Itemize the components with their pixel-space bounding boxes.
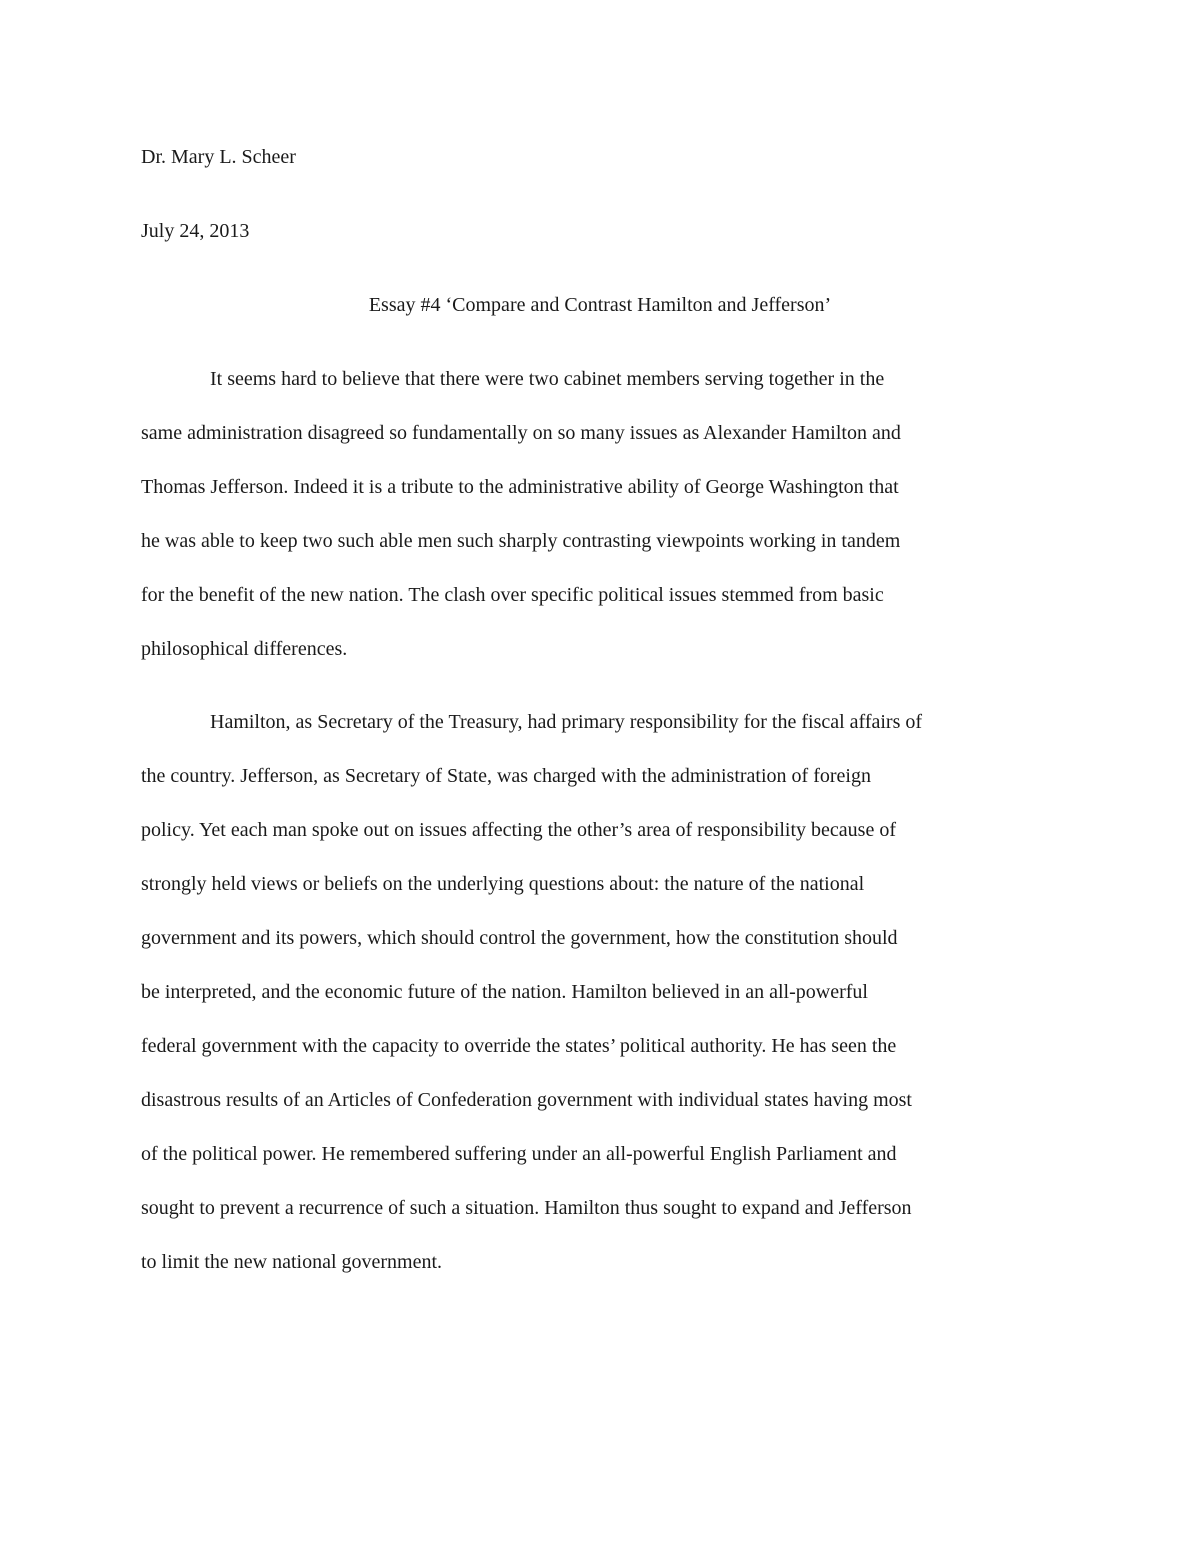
paragraph-line: of the political power. He remembered suffering under an all-powerful English Parliament and bbox=[141, 1143, 897, 1165]
paragraph-line: disastrous results of an Articles of Confederation government with individual states having most bbox=[141, 1089, 912, 1111]
paragraph-2 bbox=[141, 710, 1056, 1304]
paragraph-line: Thomas Jefferson. Indeed it is a tribute to the administrative ability of George Washington that bbox=[141, 476, 899, 498]
paragraph-line: sought to prevent a recurrence of such a situation. Hamilton thus sought to expand and Jefferson bbox=[141, 1197, 912, 1219]
paragraph-line: same administration disagreed so fundamentally on so many issues as Alexander Hamilton and bbox=[141, 422, 901, 444]
paragraph-line: Hamilton, as Secretary of the Treasury, had primary responsibility for the fiscal affairs of bbox=[210, 711, 923, 733]
paragraph-line: policy. Yet each man spoke out on issues affecting the other’s area of responsibility because of bbox=[141, 819, 896, 841]
paragraph-line: the country. Jefferson, as Secretary of State, was charged with the administration of foreign bbox=[141, 765, 871, 787]
paragraph-line: strongly held views or beliefs on the underlying questions about: the nature of the national bbox=[141, 873, 865, 895]
paragraph-line: be interpreted, and the economic future of the nation. Hamilton believed in an all-powerful bbox=[141, 981, 868, 1003]
paragraph-line: he was able to keep two such able men such sharply contrasting viewpoints working in tandem bbox=[141, 530, 901, 552]
paragraph-line: for the benefit of the new nation. The clash over specific political issues stemmed from basic bbox=[141, 584, 884, 606]
essay-title: Essay #4 ‘Compare and Contrast Hamilton and Jefferson’ bbox=[368, 294, 832, 316]
paragraph-line: federal government with the capacity to override the states’ political authority. He has seen the bbox=[141, 1035, 897, 1057]
paragraph-1 bbox=[141, 367, 1056, 691]
paragraph-line: It seems hard to believe that there were two cabinet members serving together in the bbox=[210, 368, 885, 390]
date-line: July 24, 2013 bbox=[141, 220, 250, 242]
author-line: Dr. Mary L. Scheer bbox=[141, 146, 296, 168]
paragraph-line: government and its powers, which should control the government, how the constitution should bbox=[141, 927, 898, 949]
paragraph-line: philosophical differences. bbox=[141, 638, 348, 660]
paragraph-line: to limit the new national government. bbox=[141, 1251, 443, 1273]
